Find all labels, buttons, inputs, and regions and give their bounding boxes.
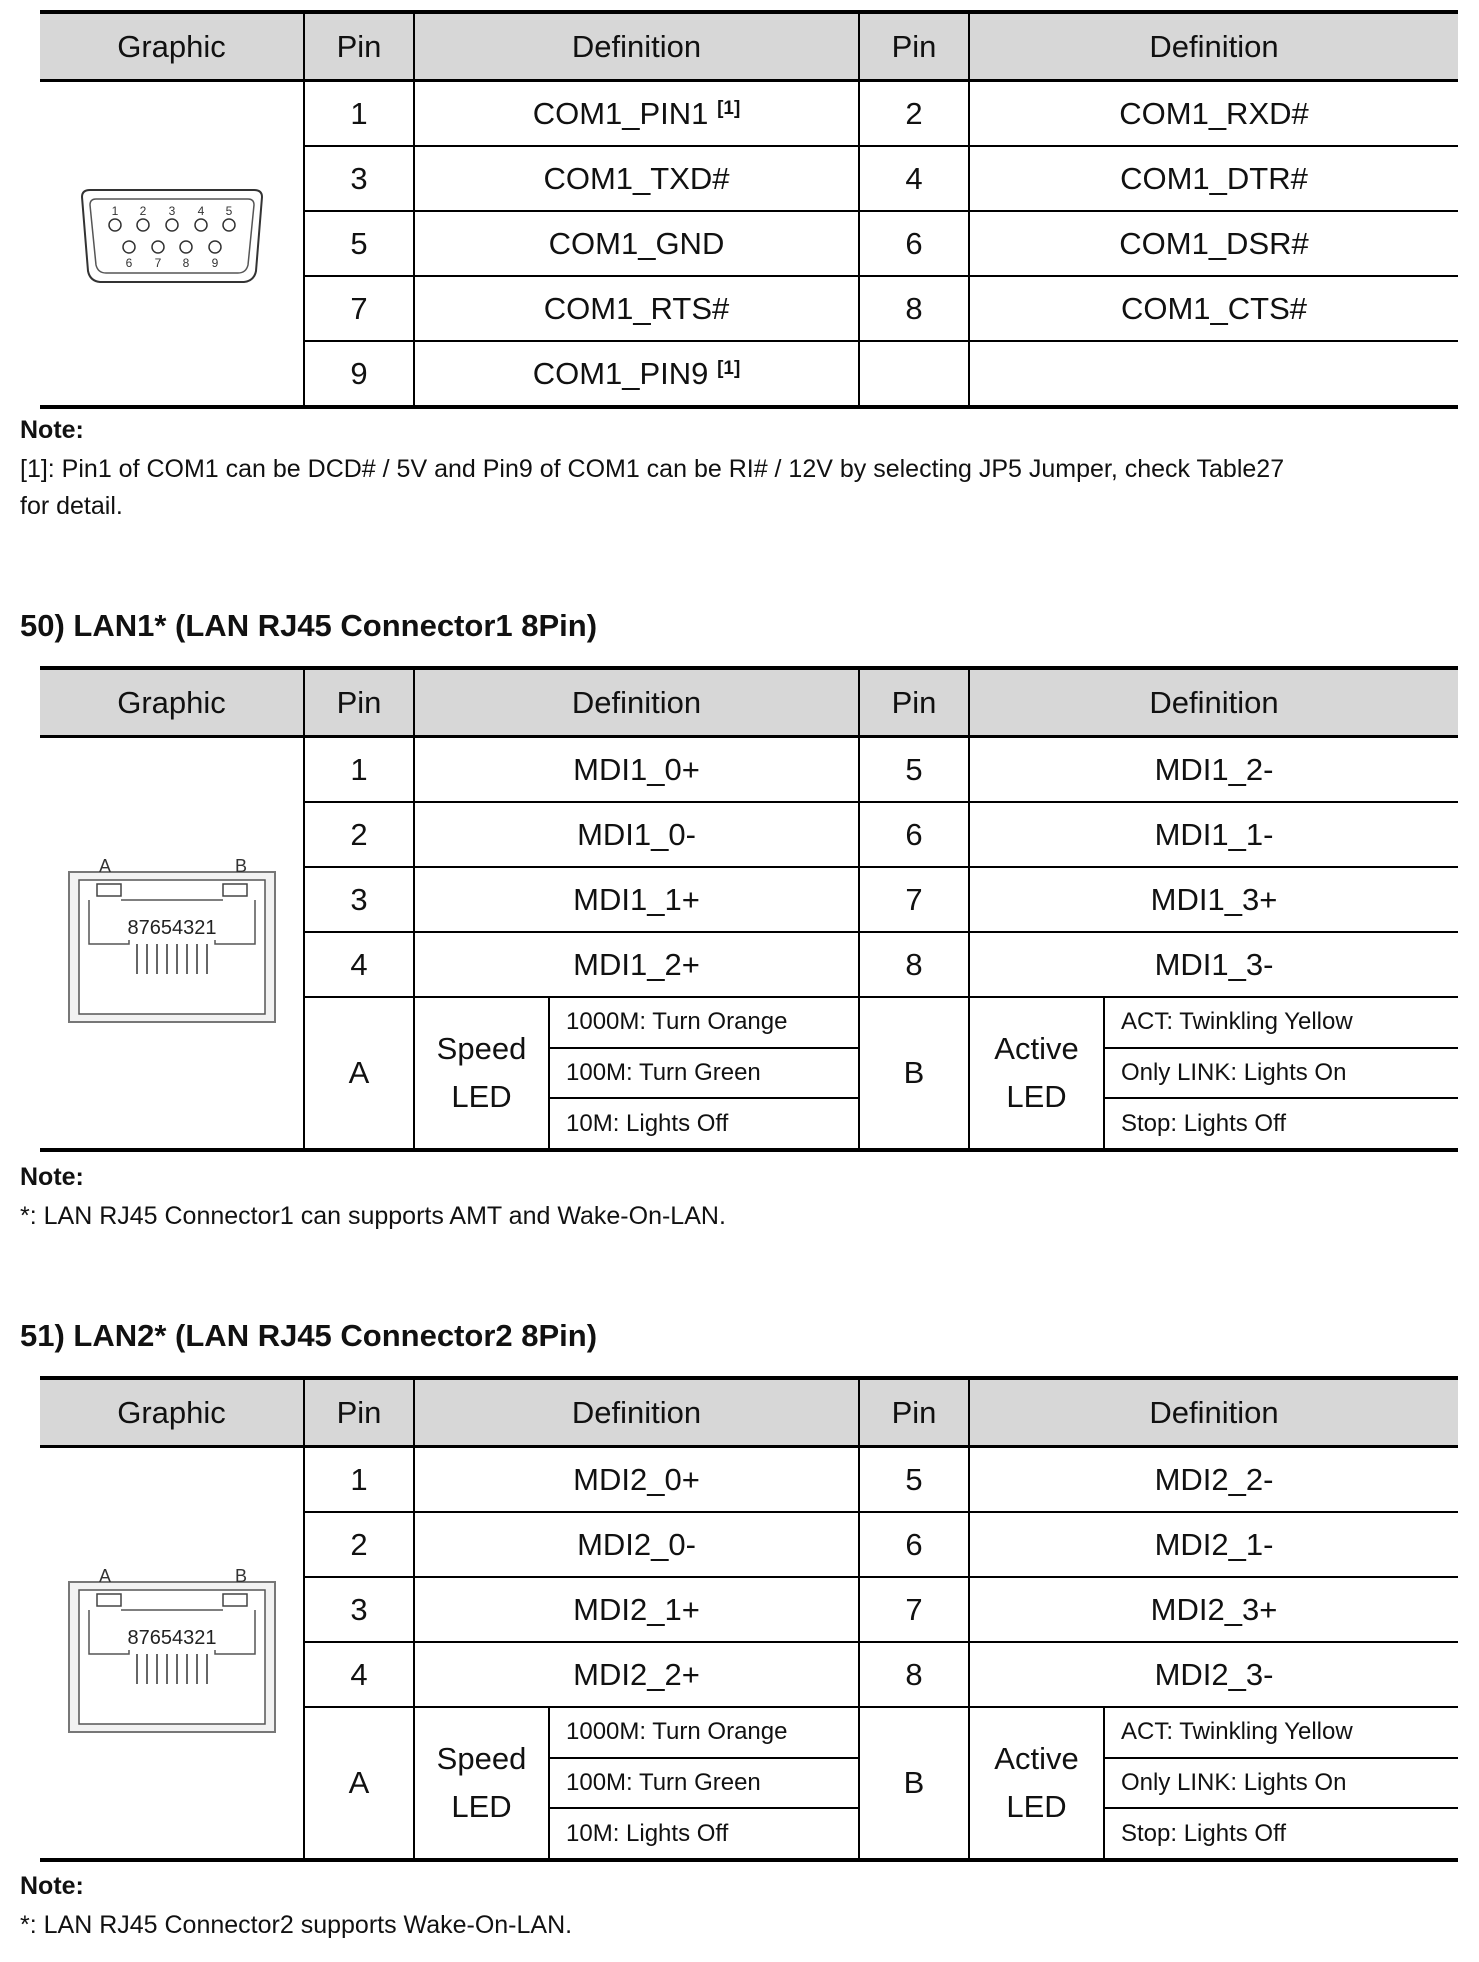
pin-number: 5 — [859, 737, 969, 803]
table-header-row — [40, 1378, 1458, 1447]
com1-section — [40, 10, 1458, 409]
db9-pin-label: 9 — [211, 255, 218, 270]
db9-pin-label: 6 — [125, 255, 132, 270]
led-state: 1000M: Turn Orange — [550, 1708, 858, 1759]
pin-definition: MDI1_3- — [969, 932, 1458, 997]
pin-number: 4 — [859, 146, 969, 211]
definition-header: Definition — [414, 12, 859, 81]
active-led-definition — [969, 1707, 1458, 1860]
note-text: for detail. — [20, 492, 123, 520]
led-state: 1000M: Turn Orange — [550, 998, 858, 1049]
rj45-pin-numbers: 87654321 — [127, 917, 216, 939]
pin-definition: MDI2_1- — [969, 1512, 1458, 1577]
pin-number: 8 — [859, 932, 969, 997]
pin-number: 2 — [859, 81, 969, 147]
pin-definition: COM1_RXD# — [969, 81, 1458, 147]
led-state: Only LINK: Lights On — [1105, 1759, 1458, 1810]
note-text: *: LAN RJ45 Connector1 can supports AMT and Wake-On-LAN. — [20, 1202, 726, 1230]
speed-led-definition — [414, 1707, 859, 1860]
led-state: 100M: Turn Green — [550, 1049, 858, 1100]
db9-pin-label: 5 — [225, 203, 232, 218]
pin-number: 3 — [304, 867, 414, 932]
led-state: Stop: Lights Off — [1121, 1819, 1286, 1847]
pin-definition: MDI2_2+ — [414, 1642, 859, 1707]
pin-number — [859, 341, 969, 407]
graphic-header: Graphic — [40, 1378, 304, 1447]
active-led-label: Active LED — [970, 1708, 1105, 1858]
section-heading-lan1: 50) LAN1* (LAN RJ45 Connector1 8Pin) — [20, 608, 598, 643]
definition-header: Definition — [969, 12, 1458, 81]
rj45-connector-icon — [59, 1554, 285, 1744]
led-pin-a: A — [304, 997, 414, 1150]
note-title: Note: — [20, 416, 84, 444]
pin-definition: COM1_CTS# — [969, 276, 1458, 341]
pin-number: 4 — [304, 1642, 414, 1707]
db9-pin-label: 2 — [139, 203, 146, 218]
led-state: Only LINK: Lights On — [1105, 1049, 1458, 1100]
definition-header: Definition — [969, 668, 1458, 737]
lan2-pin-table — [40, 1376, 1458, 1862]
db9-pin-label: 4 — [197, 203, 204, 218]
led-a-label: A — [98, 1566, 111, 1586]
note-title: Note: — [20, 1872, 84, 1900]
led-state: 10M: Lights Off — [566, 1819, 729, 1847]
db9-pin-label: 3 — [168, 203, 175, 218]
footnote-marker: [1] — [717, 357, 741, 379]
table-header-row — [40, 668, 1458, 737]
pin-number: 1 — [304, 1447, 414, 1513]
pin-number: 7 — [304, 276, 414, 341]
note-text: *: LAN RJ45 Connector2 supports Wake-On-LAN. — [20, 1911, 573, 1939]
lan1-pin-table — [40, 666, 1458, 1152]
table-header-row — [40, 12, 1458, 81]
pin-definition — [969, 341, 1458, 407]
pin-definition: COM1_DTR# — [969, 146, 1458, 211]
pin-number: 8 — [859, 1642, 969, 1707]
db9-connector-graphic — [40, 81, 304, 408]
pin-number: 9 — [304, 341, 414, 407]
speed-led-definition — [414, 997, 859, 1150]
lan1-note — [20, 1163, 1460, 1235]
led-b-label: B — [234, 1566, 247, 1586]
led-pin-b: B — [859, 1707, 969, 1860]
pin-definition: MDI2_0+ — [414, 1447, 859, 1513]
lan2-section — [40, 1376, 1458, 1862]
pin-definition: MDI2_0- — [414, 1512, 859, 1577]
active-led-label: Active LED — [970, 998, 1105, 1148]
pin-definition: MDI1_2+ — [414, 932, 859, 997]
led-state: Stop: Lights Off — [1121, 1109, 1286, 1137]
active-led-definition — [969, 997, 1458, 1150]
rj45-connector-graphic — [40, 737, 304, 1151]
rj45-connector-graphic — [40, 1447, 304, 1861]
led-a-label: A — [98, 856, 111, 876]
pin-number: 5 — [859, 1447, 969, 1513]
speed-led-label: Speed LED — [415, 998, 550, 1148]
table-row — [40, 737, 1458, 803]
table-row — [40, 1447, 1458, 1513]
pin-number: 1 — [304, 81, 414, 147]
pin-header: Pin — [304, 668, 414, 737]
pin-definition: COM1_DSR# — [969, 211, 1458, 276]
pin-definition: MDI1_3+ — [969, 867, 1458, 932]
pin-number: 4 — [304, 932, 414, 997]
db9-pin-label: 7 — [154, 255, 161, 270]
db9-connector-icon — [72, 185, 272, 295]
led-state: 10M: Lights Off — [566, 1109, 729, 1137]
pin-definition: COM1_PIN9 [1] — [414, 341, 859, 407]
pin-definition: MDI1_0- — [414, 802, 859, 867]
pin-number: 1 — [304, 737, 414, 803]
db9-pin-label: 8 — [182, 255, 189, 270]
pin-header: Pin — [304, 1378, 414, 1447]
definition-header: Definition — [969, 1378, 1458, 1447]
pin-header: Pin — [304, 12, 414, 81]
section-heading-lan2: 51) LAN2* (LAN RJ45 Connector2 8Pin) — [20, 1318, 598, 1353]
pin-number: 3 — [304, 146, 414, 211]
definition-header: Definition — [414, 1378, 859, 1447]
pin-header: Pin — [859, 12, 969, 81]
pin-number: 7 — [859, 867, 969, 932]
pin-number: 5 — [304, 211, 414, 276]
pin-definition: MDI1_0+ — [414, 737, 859, 803]
pin-definition: MDI2_3- — [969, 1642, 1458, 1707]
pin-definition: COM1_TXD# — [414, 146, 859, 211]
pin-definition: COM1_RTS# — [414, 276, 859, 341]
pin-number: 6 — [859, 1512, 969, 1577]
led-b-label: B — [234, 856, 247, 876]
note-text: [1]: Pin1 of COM1 can be DCD# / 5V and Pin9 of COM1 can be RI# / 12V by selecting JP5 Jumper, check Table27 — [20, 455, 1285, 483]
lan2-note — [20, 1872, 1460, 1944]
pin-number: 3 — [304, 1577, 414, 1642]
pin-definition: COM1_PIN1 [1] — [414, 81, 859, 147]
graphic-header: Graphic — [40, 12, 304, 81]
pin-number: 2 — [304, 802, 414, 867]
pin-number: 6 — [859, 211, 969, 276]
pin-definition: MDI1_1- — [969, 802, 1458, 867]
definition-header: Definition — [414, 668, 859, 737]
pin-number: 2 — [304, 1512, 414, 1577]
pin-definition: MDI1_1+ — [414, 867, 859, 932]
pin-header: Pin — [859, 1378, 969, 1447]
db9-pin-label: 1 — [111, 203, 118, 218]
pin-definition: MDI2_3+ — [969, 1577, 1458, 1642]
pin-header: Pin — [859, 668, 969, 737]
note-title: Note: — [20, 1163, 84, 1191]
pin-definition: MDI2_1+ — [414, 1577, 859, 1642]
led-pin-b: B — [859, 997, 969, 1150]
pin-number: 7 — [859, 1577, 969, 1642]
rj45-pin-numbers: 87654321 — [127, 1627, 216, 1649]
led-pin-a: A — [304, 1707, 414, 1860]
pin-definition: MDI2_2- — [969, 1447, 1458, 1513]
pin-number: 8 — [859, 276, 969, 341]
rj45-connector-icon — [59, 844, 285, 1034]
pin-number: 6 — [859, 802, 969, 867]
lan1-section — [40, 666, 1458, 1152]
com1-pin-table — [40, 10, 1458, 409]
led-state: ACT: Twinkling Yellow — [1105, 998, 1458, 1049]
pin-definition: COM1_GND — [414, 211, 859, 276]
table-row — [40, 81, 1458, 147]
pin-definition: MDI1_2- — [969, 737, 1458, 803]
led-state: 100M: Turn Green — [550, 1759, 858, 1810]
com1-note — [20, 416, 1460, 525]
graphic-header: Graphic — [40, 668, 304, 737]
footnote-marker: [1] — [717, 97, 741, 119]
led-state: ACT: Twinkling Yellow — [1105, 1708, 1458, 1759]
speed-led-label: Speed LED — [415, 1708, 550, 1858]
